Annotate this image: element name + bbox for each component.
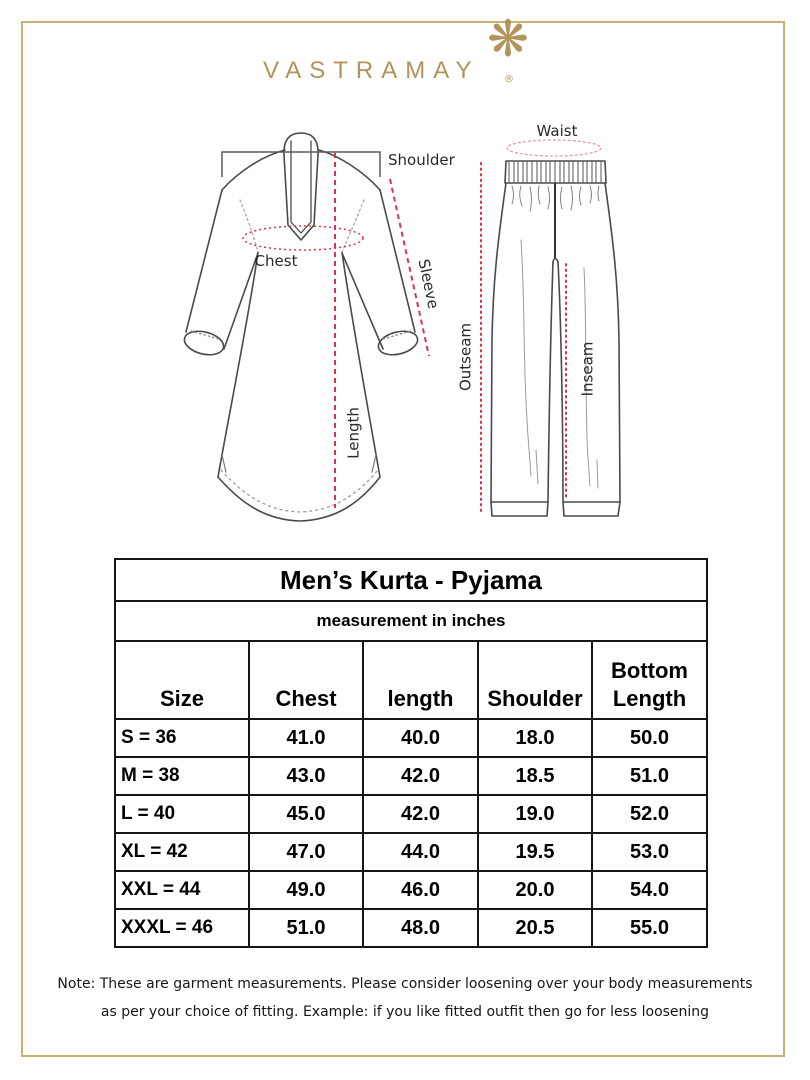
kurta-hem <box>218 477 380 521</box>
kurta-right-sleeve-outer <box>380 190 415 332</box>
pyjama-waistband-elastic <box>509 162 601 182</box>
kurta-left-sleeve-inner <box>224 253 258 349</box>
length-value: 42.0 <box>363 795 478 833</box>
column-header-size: Size <box>115 641 249 719</box>
chart-title: Men’s Kurta - Pyjama <box>115 559 707 601</box>
sleeve-measure-label: Sleeve <box>414 257 443 311</box>
pyjama-right-cuff <box>563 502 620 516</box>
shoulder-dimension-line <box>222 152 380 177</box>
kurta-right-shoulder <box>319 150 380 190</box>
chest-measure-label: Chest <box>254 252 298 270</box>
garment-measurement-diagram <box>100 110 710 575</box>
size-cell: XXL = 44 <box>115 871 249 909</box>
pyjama-right-inner-edge <box>558 262 563 502</box>
kurta-left-side <box>218 252 258 477</box>
size-chart-table <box>114 558 708 948</box>
pyjama-left-outer-edge <box>491 183 506 502</box>
bottom-length-value: 53.0 <box>592 833 707 871</box>
bottom-length-value: 50.0 <box>592 719 707 757</box>
column-header-chest: Chest <box>249 641 363 719</box>
size-cell: S = 36 <box>115 719 249 757</box>
waist-measure-ellipse <box>507 140 601 156</box>
shoulder-value: 20.0 <box>478 871 592 909</box>
bottom-length-value: 51.0 <box>592 757 707 795</box>
kurta-left-shoulder <box>222 150 285 190</box>
kurta-left-sleeve-outer <box>186 190 222 332</box>
table-row <box>115 909 707 947</box>
length-value: 40.0 <box>363 719 478 757</box>
shoulder-value: 18.5 <box>478 757 592 795</box>
kurta-left-cuff <box>182 327 226 358</box>
chest-value: 41.0 <box>249 719 363 757</box>
table-row <box>115 795 707 833</box>
pyjama-drawing <box>491 161 620 571</box>
shoulder-measure-label: Shoulder <box>388 151 455 169</box>
column-header-shoulder: Shoulder <box>478 641 592 719</box>
chest-value: 43.0 <box>249 757 363 795</box>
chest-value: 51.0 <box>249 909 363 947</box>
kurta-right-cuff <box>376 327 420 358</box>
kurta-right-sleeve-inner <box>342 253 383 349</box>
registered-trademark-icon: ® <box>504 74 514 85</box>
shoulder-value: 20.5 <box>478 909 592 947</box>
length-value: 48.0 <box>363 909 478 947</box>
chart-subtitle: measurement in inches <box>115 601 707 641</box>
header-row <box>115 641 707 719</box>
kurta-hem-stitch <box>221 470 378 512</box>
size-cell: XXXL = 46 <box>115 909 249 947</box>
pyjama-crotch <box>553 259 558 263</box>
outseam-measure-label: Outseam <box>456 322 475 392</box>
length-value: 42.0 <box>363 757 478 795</box>
note-line-1: Note: These are garment measurements. Please consider loosening over your body measurements <box>57 976 753 992</box>
chest-value: 47.0 <box>249 833 363 871</box>
size-cell: M = 38 <box>115 757 249 795</box>
shoulder-value: 19.5 <box>478 833 592 871</box>
chest-value: 45.0 <box>249 795 363 833</box>
note-text <box>30 970 780 1026</box>
table-row <box>115 871 707 909</box>
bottom-length-value: 52.0 <box>592 795 707 833</box>
note-line-2: as per your choice of fitting. Example: if you like fitted outfit then go for less loosening <box>100 1004 710 1020</box>
shoulder-value: 18.0 <box>478 719 592 757</box>
length-value: 46.0 <box>363 871 478 909</box>
bottom-length-value: 55.0 <box>592 909 707 947</box>
table-row <box>115 833 707 871</box>
size-chart <box>114 558 708 948</box>
chest-value: 49.0 <box>249 871 363 909</box>
pyjama-left-inner-edge <box>548 262 553 502</box>
length-measure-label: Length <box>344 407 363 459</box>
length-value: 44.0 <box>363 833 478 871</box>
waist-measure-label: Waist <box>536 122 578 140</box>
kurta-collar-placket <box>284 133 318 240</box>
shoulder-value: 19.0 <box>478 795 592 833</box>
pyjama-right-outer-edge <box>605 183 620 502</box>
floral-ornament-icon: ❋ <box>487 10 529 68</box>
bottom-length-value: 54.0 <box>592 871 707 909</box>
size-cell: L = 40 <box>115 795 249 833</box>
table-row <box>115 757 707 795</box>
kurta-placket-lines <box>291 141 311 233</box>
table-row <box>115 719 707 757</box>
pyjama-left-cuff <box>491 502 548 516</box>
size-cell: XL = 42 <box>115 833 249 871</box>
inseam-measure-label: Inseam <box>578 341 597 397</box>
brand-logo-text: VASTRAMAY <box>263 57 480 84</box>
column-header-length: length <box>363 641 478 719</box>
kurta-drawing <box>182 133 420 521</box>
column-header-bottom-length: Bottom Length <box>592 641 707 719</box>
kurta-armhole-seams <box>240 200 364 252</box>
